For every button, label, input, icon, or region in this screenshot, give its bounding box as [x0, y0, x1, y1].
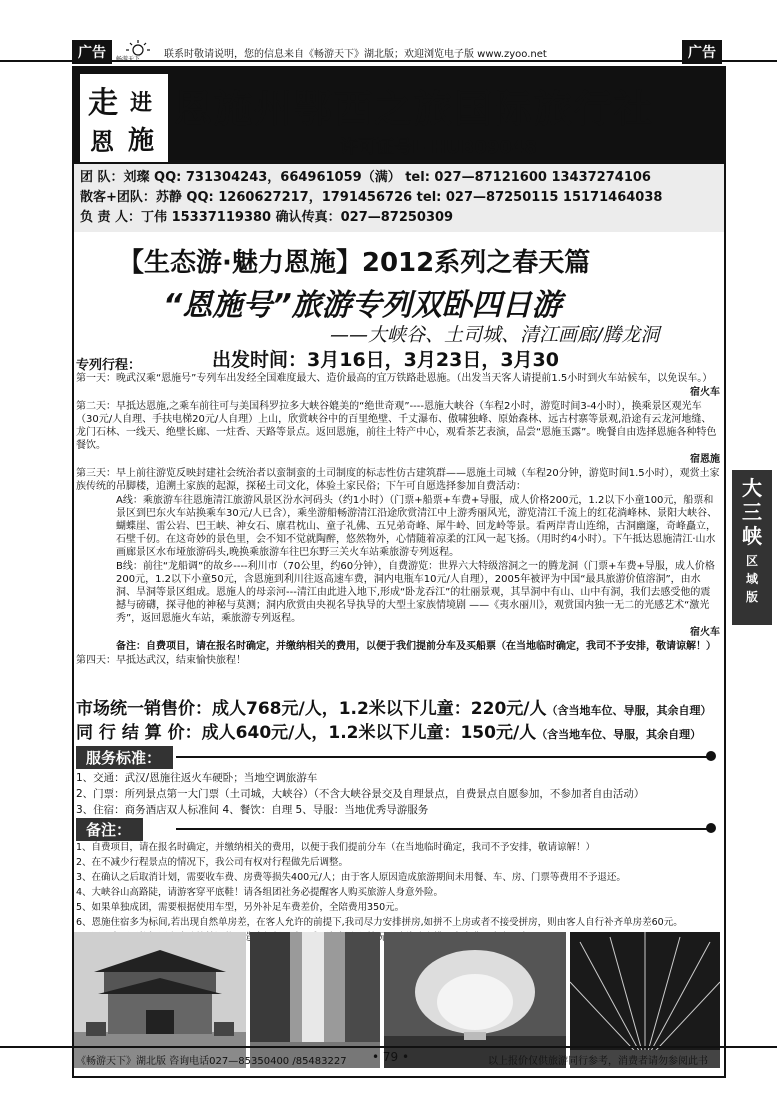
footer-divider	[0, 1046, 777, 1048]
itinerary-day-1: 第一天：晚武汉乘“恩施号”专列车出发经全国难度最大、造价最高的宜万铁路赴恩施。（出发当天客人请提前1.5小时到火车站候车，以免误车。）	[76, 373, 713, 384]
price-note: （含当地车位、导服，其余自理）	[536, 728, 702, 741]
departure-dates: 出发时间：3月16日，3月23日，3月30	[212, 349, 559, 371]
peer-price	[76, 718, 701, 743]
page-number: • 79 •	[372, 1050, 410, 1064]
notes-heading-bar	[76, 818, 716, 840]
market-price-text: 市场统一销售价：成人768元/人，1.2米以下儿童：220元/人	[76, 699, 547, 719]
lodging-note: 宿火车	[690, 627, 720, 638]
footer-contact: 《畅游天下》湖北版 咨询电话027—85350400 /85483227	[76, 1056, 347, 1067]
option-b: B线：前往“龙船调”的故乡----利川市（70公里，约60分钟），自费游览：世界六大特级溶洞之一的腾龙洞（门票+车费+导服，成人价格200元，1.2以下小童50元，含恩施到利川往返高速车费，洞内电瓶车10元/人自理），2005年被评为中国“最具旅游价值溶洞”，由水洞、旱洞等景区组成。恩施人的母亲河---清江由此进入地下,形成“卧龙吞江”的壮丽景观，其旱洞中有山、山中有洞，我们去感受他的震撼与磅礴，探寻他的神秘与莫测；洞内欣赏由央视名导执导的大型土家族情境剧 ——《夷水丽川》，观赏国内独一无二的光感艺术“激光秀”，返回恩施火车站，乘旅游专列返程。	[116, 561, 715, 624]
logo-char-2: 进	[130, 90, 153, 116]
note-item: 5、如果单独成团，需要根据使用车型，另外补足车费差价，全陪费用350元。	[76, 902, 405, 913]
contact-line: 负 责 人：丁伟 15337119380 确认传真：027—87250309	[80, 210, 454, 225]
market-price	[76, 694, 712, 719]
note-item: 1、自费项目，请在报名时确定，并缴纳相关的费用，以便于我们提前分车（在当地临时确定，我司不予安排，敬请谅解！）	[76, 842, 596, 853]
logo-char-1: 走	[88, 86, 118, 121]
itinerary-label: 专列行程：	[76, 358, 142, 373]
promo-title: 【生态游·魅力恩施】2012系列之春天篇	[118, 248, 591, 278]
brand-small-name: 畅游天下	[116, 56, 141, 63]
side-tab-title: 大三峡	[742, 476, 762, 548]
service-item: 3、住宿：商务酒店双人标准间 4、餐饮：自理 5、导服：当地优秀导游服务	[76, 804, 429, 816]
notes-list	[76, 840, 720, 945]
contact-block	[74, 164, 724, 232]
itinerary-day-2: 第二天：早抵达恩施,之乘车前往可与美国科罗拉多大峡谷媲美的“绝世奇观”----恩施大峡谷（车程2小时，游览时间3-4小时），换乘景区观光车（30元/人自理、手扶电梯20元/人自理）上山，欣赏峡谷中的百里绝壁、千丈瀑布、傲啸独峰、原始森林、远古村寨等景观,沿途有云龙河地缝、龙门石林、一线天、绝壁长廊、一炷香、天路等景点。返回恩施，前往土特产中心，观看茶艺表演，品尝“恩施玉露”。晚餐自由选择恩施各种特色餐饮。	[76, 401, 717, 451]
note-item: 6、恩施住宿多为标间,若出现自然单房差，在客人允许的前提下,我司尽力安排拼房,如拼不上房或者不接受拼房，则由客人自行补齐单房差60元。	[76, 917, 683, 928]
region-side-tab	[732, 470, 772, 625]
promo-route: ——大峡谷、土司城、清江画廊/腾龙洞	[330, 324, 660, 346]
logo-char-4: 施	[128, 126, 155, 156]
service-list	[76, 770, 716, 818]
price-note: （含当地车位、导服，其余自理）	[546, 704, 712, 717]
license-number: 许可证号L-HUB09048	[340, 137, 537, 158]
footer-disclaimer: 以上报价仅供旅游同行参考，消费者请勿参阅此书	[488, 1056, 708, 1067]
optional-note: 备注：自费项目，请在报名时确定，并缴纳相关的费用，以便于我们提前分车及买船票（在当地临时确定，我司不予安排，敬请谅解！）	[116, 641, 716, 652]
peer-price-text: 同 行 结 算 价：成人640元/人，1.2米以下儿童：150元/人	[76, 723, 537, 743]
note-item: 2、在不减少行程景点的情况下，我公司有权对行程做先后调整。	[76, 857, 349, 868]
contact-line: 团 队：刘璨 QQ: 731304243，664961059（满） tel: 027—87121600 13437274106	[80, 170, 651, 185]
top-notice: 联系时敬请说明，您的信息来自《畅游天下》湖北版；欢迎浏览电子版 www.zyoo.net	[164, 49, 547, 60]
logo-char-3: 恩	[90, 127, 114, 156]
notes-heading: 备注：	[76, 818, 143, 841]
agency-logo	[80, 74, 168, 162]
agency-name: 恩施州鄂西之旅国际旅行社	[174, 87, 655, 131]
itinerary-day-3: 第三天：早上前往游览反映封建社会统治者以蛮制蛮的土司制度的标志性仿古建筑群——恩施土司城（车程20分钟，游览时间1.5小时），观赏土家族传统的吊脚楼，追溯土家族的起源，探秘土司文化，体验土家民俗；下午可自愿选择参加自费活动：	[76, 468, 720, 492]
lodging-note: 宿恩施	[690, 454, 720, 465]
lodging-note: 宿火车	[690, 387, 720, 398]
note-item: 3、在确认之后取消计划，需要收车费、房费等损失400元/人；由于客人原因造成旅游期间未用餐、车、房、门票等费用不予退还。	[76, 872, 626, 883]
contact-line: 散客+团队：苏静 QQ: 1260627217，1791456726 tel: 027—87250115 15171464038	[80, 190, 663, 205]
ad-tag-right: 广告	[682, 40, 722, 64]
ad-tag-left: 广告	[72, 40, 112, 64]
note-item: 4、大峡谷山高路陡，请游客穿平底鞋！请各组团社务必提醒客人购买旅游人身意外险。	[76, 887, 444, 898]
service-item: 2、门票：所列景点第一大门票（土司城，大峡谷）（不含大峡谷景交及自理景点，自费景点自愿参加，不参加者自由活动）	[76, 788, 645, 800]
top-divider	[0, 60, 777, 62]
service-item: 1、交通：武汉/恩施往返火车硬卧；当地空调旅游车	[76, 772, 318, 784]
service-heading: 服务标准：	[76, 746, 173, 769]
itinerary-body	[76, 372, 720, 668]
side-tab-sub: 区域版	[745, 554, 758, 604]
option-a: A线：乘旅游车往恩施清江旅游风景区汾水河码头（约1小时）（门票+船票+车费+导服，成人价格200元，1.2以下小童100元，船票和景区到巴东火车站换乘车30元/人已含），乘坐游船畅游清江沿途欣赏清江中上游秀丽风光，游览清江千流上的红花淌峰林、景阳大峡谷、蝴蝶崖、雷公岩、巴王峡、神女石、廪君枕山、童子礼佛、五兄弟奇峰、犀牛岭、回龙岭等景。看两岸青山连绵，古洞幽邃，奇峰矗立，石壁千仞。在这奇妙的景色里，会不知不觉就陶醉，悠然物外，心情随着凉柔的江风一起飞扬。（用时约4小时）。下午抵达恩施清江·山水画廊景区水布垭旅游码头,晚换乘旅游车往巴东野三关火车站乘旅游专列返程。	[116, 495, 718, 558]
promo-subtitle: “恩施号”旅游专列双卧四日游	[163, 288, 562, 323]
itinerary-day-4: 第四天：早抵达武汉，结束愉快旅程！	[76, 655, 246, 666]
service-heading-bar	[76, 746, 716, 768]
